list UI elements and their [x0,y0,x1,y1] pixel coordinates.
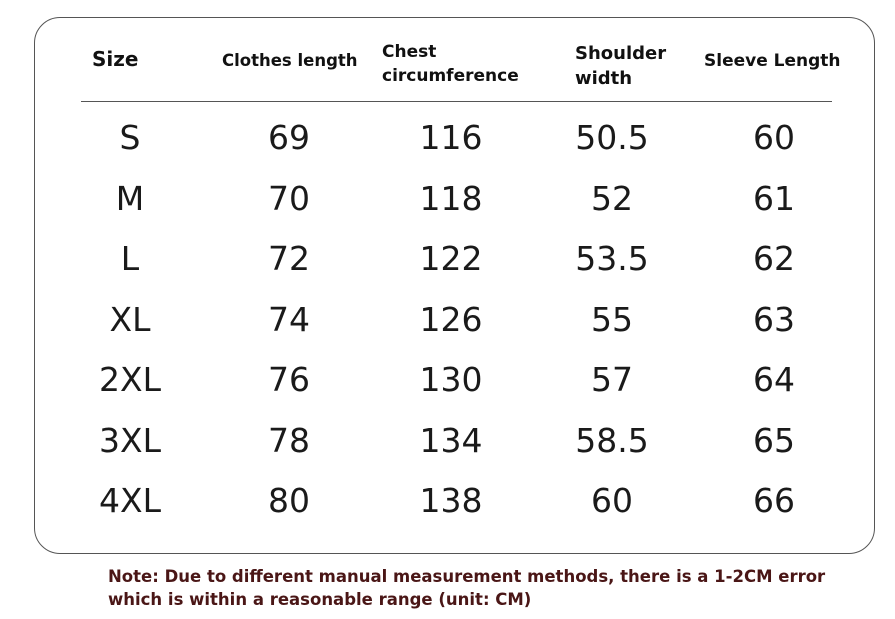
header-divider [81,101,832,102]
shoulder-cell: 58.5 [575,420,649,460]
table-row [0,350,895,411]
clothes-length-cell: 76 [268,360,310,399]
sleeve-cell: 61 [753,178,795,218]
clothes-length-cell: 70 [268,178,310,218]
shoulder-cell: 60 [591,481,633,520]
shoulder-cell: 55 [591,299,633,339]
size-cell: L [120,239,140,278]
chest-cell: 126 [419,299,483,339]
size-cell: 2XL [99,360,161,399]
size-cell: XL [109,299,151,339]
header-sleeve-length: Sleeve Length [704,51,841,71]
header-shoulder-width: Shoulder width [575,43,667,89]
size-cell: 3XL [99,420,161,460]
sleeve-cell: 64 [753,360,795,399]
sleeve-cell: 62 [753,239,795,278]
sleeve-cell: 63 [753,299,795,339]
sleeve-cell: 60 [753,118,795,157]
header-clothes-length: Clothes length [222,51,358,70]
size-cell: M [115,178,145,218]
table-row [0,169,895,230]
chest-cell: 118 [419,178,483,218]
chest-cell: 122 [419,239,483,278]
header-chest-circumference: Chest circumference [382,42,519,86]
clothes-length-cell: 74 [268,299,310,339]
shoulder-cell: 53.5 [575,239,649,278]
table-row [0,471,895,532]
chest-cell: 138 [419,481,483,520]
measurement-note: Note: Due to different manual measurement methods, there is a 1-2CM error which is within a reasonable range (unit: CM) [108,567,826,609]
table-row [0,411,895,472]
size-table-body [0,108,895,532]
table-row [0,108,895,169]
size-cell: S [119,118,141,157]
sleeve-cell: 65 [753,420,795,460]
header-size: Size [92,47,139,71]
table-row [0,229,895,290]
chest-cell: 116 [419,118,483,157]
shoulder-cell: 57 [591,360,633,399]
sleeve-cell: 66 [753,481,795,520]
clothes-length-cell: 78 [268,420,310,460]
chest-cell: 130 [419,360,483,399]
clothes-length-cell: 80 [268,481,310,520]
clothes-length-cell: 69 [268,118,310,157]
clothes-length-cell: 72 [268,239,310,278]
table-row [0,290,895,351]
chest-cell: 134 [419,420,483,460]
shoulder-cell: 50.5 [575,118,649,157]
size-cell: 4XL [99,481,161,520]
shoulder-cell: 52 [591,178,633,218]
